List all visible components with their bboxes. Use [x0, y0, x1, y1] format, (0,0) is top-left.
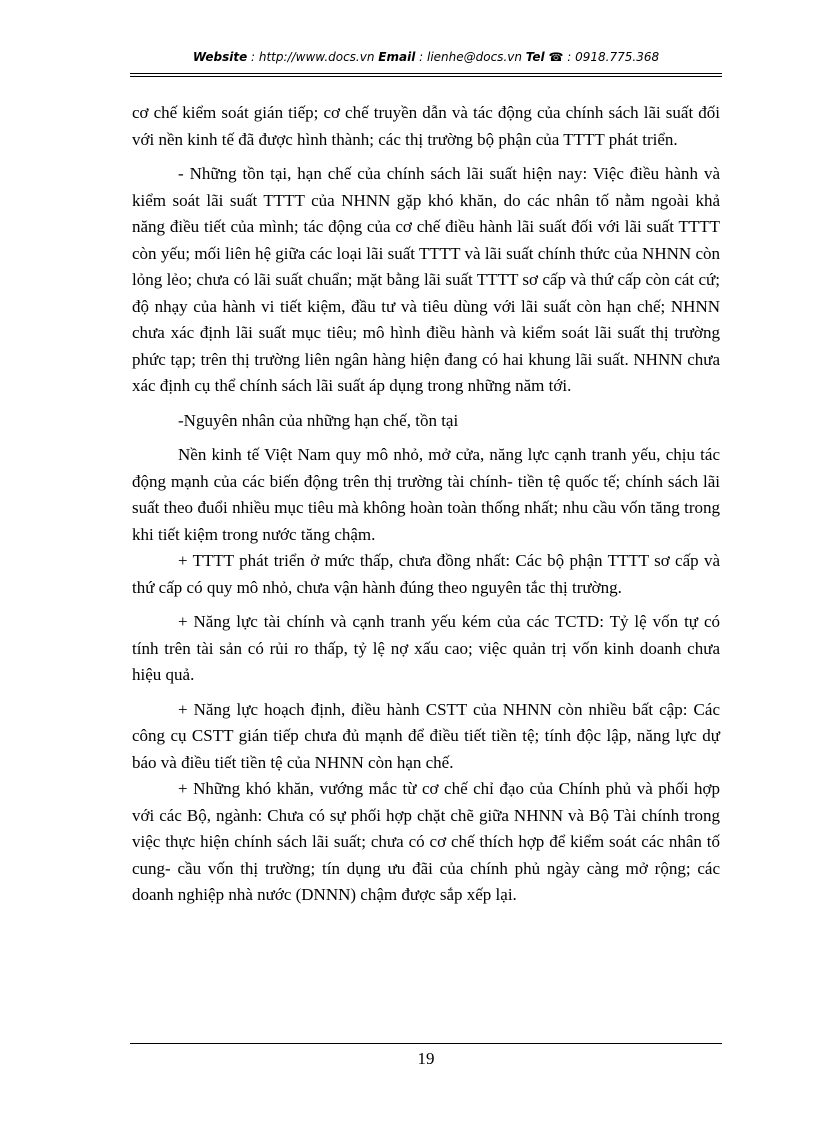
- paragraph: + Năng lực tài chính và cạnh tranh yếu kém của các TCTD: Tỷ lệ vốn tự có tính trên tài sản có rủi ro thấp, tỷ lệ nợ xấu cao; việc quản trị vốn kinh doanh chưa hiệu quả.: [132, 612, 720, 684]
- page-number: 19: [417, 1049, 435, 1068]
- paragraph: -Nguyên nhân của những hạn chế, tồn tại: [178, 410, 459, 430]
- paragraph: + Những khó khăn, vướng mắc từ cơ chế chỉ đạo của Chính phủ và phối hợp với các Bộ, ngành: Chưa có sự phối hợp chặt chẽ giữa NHNN và Bộ Tài chính trong việc thực hiện chính sách lãi suất; chưa có cơ chế thích hợp để kiểm soát các nhân tố cung- cầu vốn thị trường; tín dụng ưu đãi của chính phủ ngày càng mở rộng; các doanh nghiệp nhà nước (DNNN) chậm được sắp xếp lại.: [132, 779, 720, 904]
- tel-label: Tel: [525, 50, 545, 64]
- paragraph: + Năng lực hoạch định, điều hành CSTT của NHNN còn nhiều bất cập: Các công cụ CSTT gián tiếp chưa đủ mạnh để điều tiết tiền tệ; tính độc lập, năng lực dự báo và điều tiết tiền tệ của NHNN còn hạn chế.: [132, 699, 720, 772]
- paragraph: - Những tồn tại, hạn chế của chính sách lãi suất hiện nay: Việc điều hành và kiểm soát lãi suất TTTT của NHNN gặp khó khăn, do các nhân tố nằm ngoài khả năng điều tiết của mình; tác động của cơ chế điều hành lãi suất đối với lãi suất TTTT còn yếu; mối liên hệ giữa các loại lãi suất TTTT và lãi suất chính thức của NHNN còn lỏng lẻo; chưa có lãi suất chuẩn; mặt bằng lãi suất TTTT sơ cấp và thứ cấp còn cát cứ; độ nhạy của hành vi tiết kiệm, đầu tư và tiêu dùng với lãi suất còn hạn chế; NHNN chưa xác định lãi suất mục tiêu; mô hình điều hành và kiểm soát lãi suất thị trường phức tạp; trên thị trường liên ngân hàng hiện đang có hai khung lãi suất. NHNN chưa xác định cụ thể chính sách lãi suất áp dụng trong những năm tới.: [132, 164, 720, 395]
- footer-rule: [130, 1043, 722, 1044]
- header-rule: [130, 73, 722, 74]
- header-rule-secondary: [130, 76, 722, 77]
- paragraph: cơ chế kiểm soát gián tiếp; cơ chế truyền dẫn và tác động của chính sách lãi suất đối với nền kinh tế đã được hình thành; các thị trường bộ phận của TTTT phát triển.: [132, 103, 720, 149]
- email-label: Email: [378, 50, 416, 64]
- email-value: : lienhe@docs.vn: [415, 50, 526, 64]
- tel-value: : 0918.775.368: [563, 50, 660, 64]
- page-header: [130, 50, 722, 64]
- body-text: [132, 100, 720, 917]
- website-value: : http://www.docs.vn: [247, 50, 379, 64]
- phone-icon: ☎: [548, 50, 564, 64]
- paragraph: + TTTT phát triển ở mức thấp, chưa đồng nhất: Các bộ phận TTTT sơ cấp và thứ cấp có quy mô nhỏ, chưa vận hành đúng theo nguyên tắc thị trường.: [132, 551, 720, 597]
- paragraph: Nền kinh tế Việt Nam quy mô nhỏ, mở cửa, năng lực cạnh tranh yếu, chịu tác động mạnh của các biến động trên thị trường tài chính- tiền tệ quốc tế; chính sách lãi suất theo đuổi nhiều mục tiêu mà không hoàn toàn thống nhất; nhu cầu vốn tăng trong khi tiết kiệm trong nước tăng chậm.: [132, 445, 720, 544]
- website-label: Website: [192, 50, 248, 64]
